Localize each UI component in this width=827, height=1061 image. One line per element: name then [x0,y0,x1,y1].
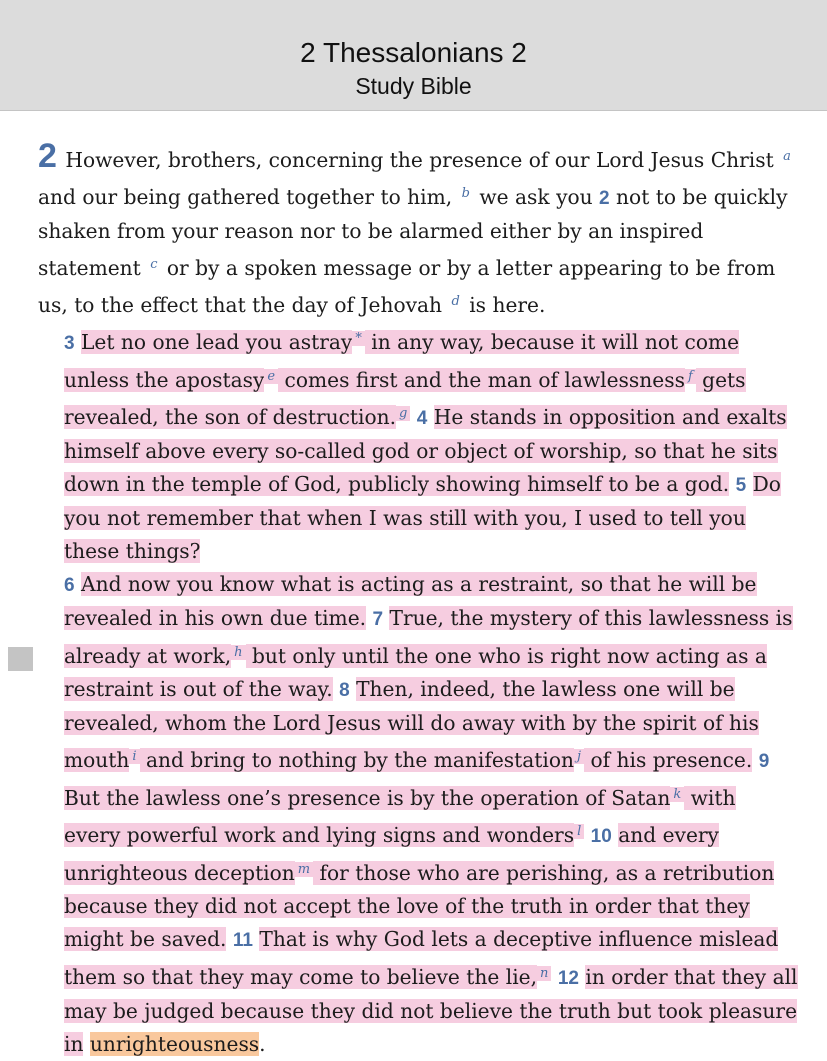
verse-7-text[interactable]: True, the mystery of this lawlessness is already at work, [64,606,793,668]
footnote-marker[interactable]: m [295,862,313,877]
verse-1-text[interactable]: we ask you [479,185,593,209]
footnote-marker[interactable]: e [264,369,278,384]
verse-2-text[interactable]: not to be quickly shaken from your reason nor to be alarmed either by an inspired statement [38,185,788,280]
app-header [0,0,827,111]
verse-12-text[interactable]: . [259,1032,266,1056]
selected-word[interactable]: unrighteousness [89,1032,260,1056]
verse-number[interactable]: 8 [339,680,350,701]
chapter-text [38,137,798,1061]
verse-11-text[interactable]: That is why God lets a deceptive influence mislead them so that they may come to believe the lie, [64,927,779,989]
verse-2-text[interactable]: or by a spoken message or by a letter appearing to be from us, to the effect that the day of Jehovah [38,256,776,317]
verse-3-text[interactable]: in any way, because it will not come unless the apostasy [64,330,740,392]
scroll-position-marker[interactable] [8,647,33,671]
footnote-marker[interactable]: i [129,749,139,764]
verse-7-text[interactable]: but only until the one who is right now acting as a restraint is out of the way. [64,644,767,701]
verse-2-text[interactable]: is here. [469,293,546,317]
footnote-marker[interactable]: j [574,749,584,764]
verse-12-text[interactable]: in order that they all may be judged because they did not believe the truth but took pleasure in [64,965,798,1056]
footnote-marker[interactable]: a [783,149,791,164]
verse-9-text[interactable]: with every powerful work and lying signs and wonders [64,786,736,847]
footnote-marker[interactable]: k [670,787,684,802]
verse-number[interactable]: 6 [64,575,75,596]
footnote-marker[interactable]: h [231,645,245,660]
verse-8-text[interactable]: Then, indeed, the lawless one will be revealed, whom the Lord Jesus will do away with by the spirit of his mouth [64,677,759,772]
verse-9-text[interactable]: But the lawless one’s presence is by the operation of Satan [64,786,671,810]
footnote-marker[interactable]: b [461,186,470,201]
verse-number[interactable]: 4 [416,408,428,429]
verse-number[interactable]: 11 [232,930,253,951]
verse-5-text[interactable]: Do you not remember that when I was still with you, I used to tell you these things? [64,472,781,563]
verse-number[interactable]: 3 [64,333,75,354]
verse-4-text[interactable]: He stands in opposition and exalts himself above every so-called god or object of worship, so that he sits down in the temple of God, publicly showing himself to be a god. [64,405,787,496]
verse-number[interactable]: 9 [758,751,770,772]
verse-6-text[interactable]: And now you know what is acting as a restraint, so that he will be revealed in his own due time. [64,572,757,630]
footnote-marker[interactable]: d [451,294,460,309]
verse-10-text[interactable]: and every unrighteous deception [64,823,719,885]
verse-number[interactable]: 5 [735,475,747,496]
chapter-number[interactable]: 2 [38,137,57,175]
verse-number[interactable]: 2 [599,188,610,209]
page-title: 2 Thessalonians 2 [300,37,527,68]
verse-number[interactable]: 12 [557,968,579,989]
verse-3-text[interactable]: gets revealed, the son of destruction. [64,368,746,429]
verse-8-text[interactable]: and bring to nothing by the manifestation [146,748,575,772]
footnote-marker[interactable]: f [685,369,696,384]
paragraph-3 [38,568,798,1061]
verse-1-text[interactable]: and our being gathered together to him, [38,185,453,209]
verse-1-text[interactable]: However, brothers, concerning the presence of our Lord Jesus Christ [65,148,774,172]
footnote-marker[interactable]: c [150,257,158,272]
footnote-marker[interactable]: l [574,824,584,839]
verse-number[interactable]: 10 [590,826,612,847]
paragraph-2 [38,322,798,568]
footnote-marker[interactable]: n [537,966,551,981]
verse-3-text[interactable]: Let no one lead you astray [81,330,353,354]
verse-10-text[interactable]: for those who are perishing, as a retribution because they did not accept the love of the truth in order that they might be saved. [64,861,775,951]
verse-number[interactable]: 7 [372,609,384,630]
footnote-marker[interactable]: * [352,331,365,346]
bible-edition-label[interactable]: Study Bible [355,73,472,99]
paragraph-1 [38,137,798,322]
footnote-marker[interactable]: g [396,406,410,421]
verse-8-text[interactable]: of his presence. [590,748,753,772]
verse-3-text[interactable]: comes first and the man of lawlessness [284,368,685,392]
